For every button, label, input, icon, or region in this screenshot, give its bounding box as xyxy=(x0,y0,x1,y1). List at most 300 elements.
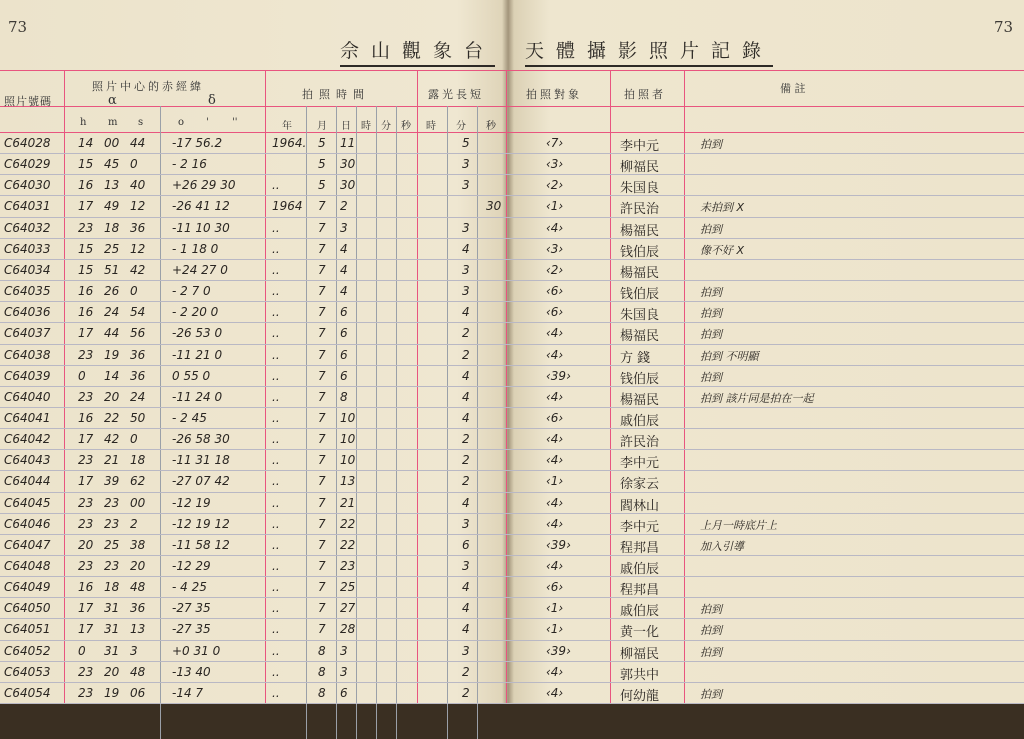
table-cell-target: ‹2› xyxy=(546,178,564,193)
table-cell-target: ‹4› xyxy=(546,347,564,362)
table-cell-month: 7 xyxy=(318,537,326,552)
table-cell-ra-h: 17 xyxy=(78,432,94,447)
table-cell-dec: - 2 45 xyxy=(172,410,207,425)
table-cell-target: ‹2› xyxy=(546,262,564,277)
table-cell-ra-s: 12 xyxy=(130,241,146,256)
table-row xyxy=(0,661,1024,662)
table-cell-ra-m: 25 xyxy=(104,241,120,256)
table-cell-remarks: 拍到 xyxy=(700,624,722,638)
table-cell-dec: +26 29 30 xyxy=(172,178,236,193)
table-cell-photographer: 戚伯辰 xyxy=(620,413,660,429)
table-cell-ra-h: 23 xyxy=(78,453,94,468)
table-cell-ra-m: 20 xyxy=(104,664,120,679)
table-cell-photographer: 楊福民 xyxy=(620,265,660,281)
time-unit-year: 年 xyxy=(282,121,292,132)
table-cell-month: 7 xyxy=(318,305,326,320)
table-cell-month: 7 xyxy=(318,220,326,235)
table-cell-ra-m: 51 xyxy=(104,262,120,277)
table-cell-exposure-min: 3 xyxy=(462,643,470,658)
table-row xyxy=(0,322,1024,323)
table-cell-day: 4 xyxy=(340,262,348,277)
table-cell-year: .. xyxy=(272,347,280,362)
table-cell-target: ‹4› xyxy=(546,685,564,700)
table-cell-ra-h: 23 xyxy=(78,664,94,679)
table-cell-year: .. xyxy=(272,389,280,404)
table-row xyxy=(0,492,1024,493)
table-cell-ra-m: 23 xyxy=(104,559,120,573)
table-cell-plate-no: C64042 xyxy=(4,432,51,447)
table-cell-remarks: 拍到 xyxy=(700,328,722,342)
table-cell-dec: - 4 25 xyxy=(172,580,207,595)
table-cell-ra-m: 13 xyxy=(104,178,120,193)
header-center-coords: 照片中心的赤經緯 xyxy=(92,80,204,93)
table-cell-ra-s: 0 xyxy=(130,432,138,447)
table-cell-year: .. xyxy=(272,410,280,425)
table-cell-day: 30 xyxy=(340,178,356,193)
table-cell-ra-s: 12 xyxy=(130,199,146,214)
table-cell-exposure-min: 2 xyxy=(462,326,470,341)
table-cell-target: ‹4› xyxy=(546,559,564,573)
table-cell-photographer: 戚伯辰 xyxy=(620,604,660,620)
table-cell-ra-h: 23 xyxy=(78,220,94,235)
table-cell-ra-s: 54 xyxy=(130,305,146,320)
table-cell-remarks: 拍到 xyxy=(700,645,722,659)
table-cell-plate-no: C64036 xyxy=(4,305,51,320)
table-cell-ra-s: 2 xyxy=(130,516,138,531)
table-cell-target: ‹7› xyxy=(546,136,564,150)
table-cell-ra-s: 40 xyxy=(130,178,146,193)
table-cell-exposure-min: 4 xyxy=(462,389,470,404)
table-row xyxy=(0,534,1024,535)
table-cell-year: .. xyxy=(272,622,280,637)
table-cell-ra-m: 31 xyxy=(104,643,120,658)
table-cell-photographer: 楊福民 xyxy=(620,223,660,239)
table-cell-ra-h: 17 xyxy=(78,622,94,637)
table-cell-exposure-min: 4 xyxy=(462,580,470,595)
table-cell-year: 1964. xyxy=(272,136,307,150)
table-row xyxy=(0,618,1024,619)
table-cell-day: 11 xyxy=(340,136,356,150)
col-subdivider xyxy=(396,106,397,739)
table-cell-exposure-min: 3 xyxy=(462,262,470,277)
table-cell-exposure-min: 6 xyxy=(462,537,470,552)
table-cell-ra-m: 45 xyxy=(104,157,120,172)
table-cell-year: .. xyxy=(272,241,280,256)
table-cell-ra-h: 17 xyxy=(78,326,94,341)
table-cell-photographer: 李中元 xyxy=(620,456,660,472)
table-cell-day: 2 xyxy=(340,199,348,214)
table-cell-ra-s: 00 xyxy=(130,495,146,510)
table-cell-month: 8 xyxy=(318,664,326,679)
table-cell-ra-h: 0 xyxy=(78,643,86,658)
table-cell-target: ‹4› xyxy=(546,389,564,404)
table-cell-ra-m: 39 xyxy=(104,474,120,489)
table-cell-plate-no: C64029 xyxy=(4,157,51,172)
delta-unit-deg: o xyxy=(178,117,185,128)
table-row xyxy=(0,555,1024,556)
table-row xyxy=(0,195,1024,196)
table-cell-day: 27 xyxy=(340,601,356,616)
table-cell-ra-h: 23 xyxy=(78,347,94,362)
time-unit-hour: 時 xyxy=(361,121,371,132)
table-cell-exposure-min: 5 xyxy=(462,136,470,150)
table-cell-month: 7 xyxy=(318,516,326,531)
table-cell-dec: -26 58 30 xyxy=(172,432,230,447)
table-cell-photographer: 楊福民 xyxy=(620,329,660,345)
table-cell-photographer: 許民治 xyxy=(620,435,660,451)
table-cell-photographer: 李中元 xyxy=(620,139,660,154)
table-cell-plate-no: C64053 xyxy=(4,664,51,679)
table-cell-month: 7 xyxy=(318,199,326,214)
table-cell-day: 6 xyxy=(340,685,348,700)
table-cell-exposure-min: 2 xyxy=(462,664,470,679)
alpha-unit-m: m xyxy=(108,117,118,128)
table-cell-dec: -26 53 0 xyxy=(172,326,223,341)
table-cell-ra-h: 17 xyxy=(78,601,94,616)
table-cell-remarks: 像不好 X xyxy=(700,243,745,257)
table-cell-ra-s: 13 xyxy=(130,622,146,637)
table-cell-exposure-min: 2 xyxy=(462,432,470,447)
table-cell-dec: - 2 7 0 xyxy=(172,284,211,299)
table-cell-photographer: 钱伯辰 xyxy=(620,371,660,387)
table-cell-remarks: 拍到 該片同是拍在一起 xyxy=(700,391,814,405)
time-unit-month: 月 xyxy=(317,121,327,132)
table-cell-dec: -11 58 12 xyxy=(172,537,230,552)
table-cell-ra-s: 18 xyxy=(130,453,146,468)
table-cell-target: ‹4› xyxy=(546,495,564,510)
table-cell-photographer: 程邦昌 xyxy=(620,540,660,556)
table-cell-year: .. xyxy=(272,305,280,320)
header-bottom-rule xyxy=(0,132,1024,133)
table-cell-exposure-sec: 30 xyxy=(486,199,502,214)
table-cell-month: 7 xyxy=(318,474,326,489)
table-cell-ra-m: 20 xyxy=(104,389,120,404)
table-cell-ra-m: 14 xyxy=(104,368,120,383)
table-cell-ra-h: 15 xyxy=(78,241,94,256)
table-cell-year: .. xyxy=(272,537,280,552)
table-cell-day: 8 xyxy=(340,389,348,404)
table-cell-plate-no: C64034 xyxy=(4,262,51,277)
header-photo-time: 拍照時間 xyxy=(302,88,370,101)
table-cell-exposure-min: 4 xyxy=(462,368,470,383)
table-cell-target: ‹3› xyxy=(546,157,564,172)
header-target: 拍照對象 xyxy=(526,88,582,101)
table-cell-exposure-min: 3 xyxy=(462,220,470,235)
table-cell-ra-h: 0 xyxy=(78,368,86,383)
table-cell-exposure-min: 2 xyxy=(462,474,470,489)
table-cell-exposure-min: 3 xyxy=(462,559,470,573)
col-subdivider xyxy=(356,106,357,739)
table-cell-ra-s: 42 xyxy=(130,262,146,277)
table-cell-photographer: 黄一化 xyxy=(620,625,660,641)
exposure-unit-minute: 分 xyxy=(456,121,466,132)
table-cell-photographer: 戚伯辰 xyxy=(620,562,660,577)
table-cell-day: 6 xyxy=(340,305,348,320)
table-cell-year: .. xyxy=(272,432,280,447)
table-cell-target: ‹39› xyxy=(546,537,571,552)
table-cell-target: ‹1› xyxy=(546,601,564,616)
table-cell-exposure-min: 2 xyxy=(462,347,470,362)
table-cell-plate-no: C64050 xyxy=(4,601,51,616)
table-cell-target: ‹4› xyxy=(546,516,564,531)
table-cell-month: 7 xyxy=(318,580,326,595)
table-row xyxy=(0,470,1024,471)
table-cell-day: 6 xyxy=(340,326,348,341)
table-cell-ra-m: 18 xyxy=(104,580,120,595)
table-cell-plate-no: C64048 xyxy=(4,559,51,573)
table-cell-month: 7 xyxy=(318,368,326,383)
table-cell-month: 5 xyxy=(318,157,326,172)
table-cell-day: 23 xyxy=(340,559,356,573)
table-cell-exposure-min: 4 xyxy=(462,241,470,256)
table-cell-month: 7 xyxy=(318,410,326,425)
table-cell-dec: -11 21 0 xyxy=(172,347,223,362)
table-cell-target: ‹4› xyxy=(546,453,564,468)
table-cell-ra-s: 20 xyxy=(130,559,146,573)
table-row xyxy=(0,640,1024,641)
table-cell-ra-m: 21 xyxy=(104,453,120,468)
table-cell-plate-no: C64047 xyxy=(4,537,51,552)
table-cell-year: .. xyxy=(272,368,280,383)
table-cell-exposure-min: 3 xyxy=(462,178,470,193)
table-cell-remarks: 拍到 xyxy=(700,222,722,236)
table-cell-ra-h: 20 xyxy=(78,537,94,552)
table-cell-ra-h: 15 xyxy=(78,262,94,277)
table-cell-dec: -17 56.2 xyxy=(172,136,223,150)
table-row xyxy=(0,407,1024,408)
table-cell-day: 6 xyxy=(340,347,348,362)
table-cell-plate-no: C64040 xyxy=(4,389,51,404)
header-delta: δ xyxy=(208,93,219,108)
col-subdivider xyxy=(336,106,337,739)
table-cell-plate-no: C64054 xyxy=(4,685,51,700)
table-cell-year: .. xyxy=(272,262,280,277)
table-cell-exposure-min: 4 xyxy=(462,410,470,425)
table-cell-day: 25 xyxy=(340,580,356,595)
table-cell-remarks: 拍到 xyxy=(700,603,722,617)
table-cell-ra-m: 25 xyxy=(104,537,120,552)
table-row xyxy=(0,365,1024,366)
table-cell-plate-no: C64028 xyxy=(4,136,51,150)
table-cell-year: .. xyxy=(272,559,280,573)
table-row xyxy=(0,344,1024,345)
table-cell-plate-no: C64041 xyxy=(4,410,51,425)
table-cell-month: 7 xyxy=(318,326,326,341)
table-cell-exposure-min: 3 xyxy=(462,157,470,172)
table-cell-ra-h: 15 xyxy=(78,157,94,172)
table-cell-ra-h: 17 xyxy=(78,199,94,214)
table-cell-photographer: 方 錢 xyxy=(620,350,651,366)
col-subdivider xyxy=(376,106,377,739)
header-mid-rule xyxy=(0,106,1024,107)
table-cell-month: 7 xyxy=(318,347,326,362)
time-unit-second: 秒 xyxy=(401,121,411,132)
right-page-number: 73 xyxy=(994,18,1014,36)
table-cell-plate-no: C64043 xyxy=(4,453,51,468)
table-cell-ra-s: 50 xyxy=(130,410,146,425)
table-cell-plate-no: C64032 xyxy=(4,220,51,235)
table-cell-day: 22 xyxy=(340,537,356,552)
table-cell-remarks: 拍到 xyxy=(700,687,722,701)
table-cell-dec: -12 19 xyxy=(172,495,211,510)
header-plate-no: 照片號碼 xyxy=(4,95,52,108)
col-subdivider xyxy=(306,106,307,739)
table-cell-remarks: 拍到 xyxy=(700,286,722,300)
table-cell-plate-no: C64035 xyxy=(4,284,51,299)
table-cell-month: 7 xyxy=(318,241,326,256)
table-cell-day: 10 xyxy=(340,453,356,468)
table-cell-ra-m: 19 xyxy=(104,347,120,362)
table-cell-month: 7 xyxy=(318,432,326,447)
table-row xyxy=(0,238,1024,239)
table-cell-dec: +24 27 0 xyxy=(172,262,228,277)
table-row xyxy=(0,513,1024,514)
table-cell-year: .. xyxy=(272,284,280,299)
table-cell-month: 5 xyxy=(318,136,326,150)
table-cell-plate-no: C64049 xyxy=(4,580,51,595)
table-cell-remarks: 拍到 xyxy=(700,307,722,321)
table-cell-ra-m: 26 xyxy=(104,284,120,299)
table-cell-ra-s: 36 xyxy=(130,601,146,616)
table-cell-exposure-min: 4 xyxy=(462,601,470,616)
table-cell-photographer: 楊福民 xyxy=(620,392,660,408)
table-cell-year: .. xyxy=(272,220,280,235)
table-cell-year: .. xyxy=(272,453,280,468)
table-row xyxy=(0,449,1024,450)
table-cell-photographer: 程邦昌 xyxy=(620,583,660,599)
table-cell-ra-h: 23 xyxy=(78,559,94,573)
table-cell-ra-s: 62 xyxy=(130,474,146,489)
table-row xyxy=(0,682,1024,683)
table-cell-ra-s: 44 xyxy=(130,136,146,150)
table-cell-day: 13 xyxy=(340,474,356,489)
table-cell-ra-s: 36 xyxy=(130,347,146,362)
col-subdivider xyxy=(447,106,448,739)
col-subdivider xyxy=(160,106,161,739)
table-cell-ra-m: 18 xyxy=(104,220,120,235)
exposure-unit-hour: 時 xyxy=(426,121,436,132)
table-cell-remarks: 未拍到 X xyxy=(700,201,745,215)
table-cell-photographer: 钱伯辰 xyxy=(620,244,660,260)
table-cell-month: 7 xyxy=(318,262,326,277)
table-cell-dec: -26 41 12 xyxy=(172,199,230,214)
table-cell-ra-m: 23 xyxy=(104,495,120,510)
table-cell-target: ‹1› xyxy=(546,622,564,637)
table-cell-ra-s: 56 xyxy=(130,326,146,341)
table-row xyxy=(0,217,1024,218)
table-cell-target: ‹6› xyxy=(546,580,564,595)
table-row xyxy=(0,174,1024,175)
table-cell-target: ‹4› xyxy=(546,432,564,447)
col-subdivider xyxy=(477,106,478,739)
table-cell-plate-no: C64039 xyxy=(4,368,51,383)
header-alpha: α xyxy=(108,93,120,108)
table-cell-month: 7 xyxy=(318,601,326,616)
table-cell-target: ‹39› xyxy=(546,643,571,658)
table-cell-photographer: 钱伯辰 xyxy=(620,287,660,303)
exposure-unit-second: 秒 xyxy=(486,121,496,132)
table-cell-photographer: 朱国良 xyxy=(620,181,660,197)
table-cell-ra-h: 17 xyxy=(78,474,94,489)
table-cell-exposure-min: 2 xyxy=(462,685,470,700)
table-cell-photographer: 何幼龍 xyxy=(620,688,660,704)
table-cell-day: 10 xyxy=(340,410,356,425)
table-cell-ra-h: 16 xyxy=(78,305,94,320)
table-cell-target: ‹3› xyxy=(546,241,564,256)
table-cell-ra-h: 16 xyxy=(78,410,94,425)
table-cell-year: .. xyxy=(272,643,280,658)
header-remarks: 備 註 xyxy=(780,82,806,95)
table-cell-exposure-min: 4 xyxy=(462,495,470,510)
delta-unit-min: ' xyxy=(206,117,209,128)
table-cell-ra-m: 49 xyxy=(104,199,120,214)
table-cell-month: 7 xyxy=(318,389,326,404)
table-cell-dec: 0 55 0 xyxy=(172,368,211,383)
table-row xyxy=(0,576,1024,577)
table-cell-month: 7 xyxy=(318,559,326,573)
table-cell-month: 8 xyxy=(318,643,326,658)
table-cell-ra-s: 3 xyxy=(130,643,138,658)
table-cell-plate-no: C64045 xyxy=(4,495,51,510)
table-row xyxy=(0,703,1024,704)
left-page-number: 73 xyxy=(8,18,28,36)
time-unit-day: 日 xyxy=(341,121,351,132)
table-cell-day: 4 xyxy=(340,241,348,256)
table-row xyxy=(0,301,1024,302)
table-cell-dec: -11 24 0 xyxy=(172,389,223,404)
header-photographer: 拍照者 xyxy=(624,88,666,101)
table-cell-ra-h: 16 xyxy=(78,580,94,595)
table-cell-dec: -27 35 xyxy=(172,601,211,616)
table-cell-ra-s: 0 xyxy=(130,157,138,172)
table-cell-year: .. xyxy=(272,495,280,510)
table-cell-ra-h: 16 xyxy=(78,178,94,193)
table-cell-dec: -27 35 xyxy=(172,622,211,637)
table-row xyxy=(0,153,1024,154)
table-cell-dec: +0 31 0 xyxy=(172,643,221,658)
table-cell-dec: -27 07 42 xyxy=(172,474,230,489)
table-cell-exposure-min: 4 xyxy=(462,305,470,320)
table-cell-plate-no: C64051 xyxy=(4,622,51,637)
delta-unit-sec: '' xyxy=(232,117,238,128)
table-cell-plate-no: C64052 xyxy=(4,643,51,658)
table-cell-plate-no: C64038 xyxy=(4,347,51,362)
table-row xyxy=(0,259,1024,260)
table-cell-photographer: 郭共中 xyxy=(620,667,660,683)
table-cell-exposure-min: 3 xyxy=(462,516,470,531)
table-cell-year: .. xyxy=(272,178,280,193)
table-cell-plate-no: C64033 xyxy=(4,241,51,256)
title-left: 佘山觀象台 xyxy=(340,36,495,67)
table-cell-dec: -12 19 12 xyxy=(172,516,230,531)
table-cell-dec: -12 29 xyxy=(172,559,211,573)
table-cell-ra-s: 48 xyxy=(130,580,146,595)
table-cell-month: 7 xyxy=(318,284,326,299)
header-exposure: 露光長短 xyxy=(428,88,484,101)
table-cell-year: .. xyxy=(272,601,280,616)
table-cell-ra-s: 0 xyxy=(130,284,138,299)
table-cell-day: 4 xyxy=(340,284,348,299)
table-cell-target: ‹4› xyxy=(546,220,564,235)
table-cell-dec: - 2 16 xyxy=(172,157,207,172)
table-cell-dec: - 2 20 0 xyxy=(172,305,219,320)
table-cell-ra-s: 24 xyxy=(130,389,146,404)
alpha-unit-s: s xyxy=(138,117,144,128)
table-cell-ra-m: 00 xyxy=(104,136,120,150)
table-cell-month: 7 xyxy=(318,453,326,468)
table-cell-ra-s: 48 xyxy=(130,664,146,679)
table-cell-year: 1964 xyxy=(272,199,303,214)
